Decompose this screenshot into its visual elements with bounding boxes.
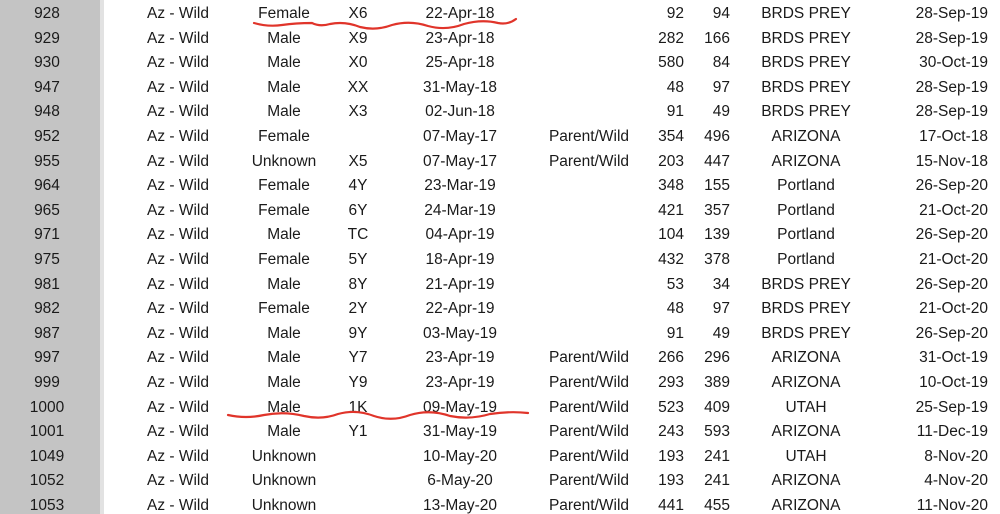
cell-date[interactable]: 03-May-19	[422, 324, 498, 342]
cell-sex[interactable]: Male	[267, 373, 301, 391]
cell-id[interactable]: 1049	[29, 447, 65, 465]
cell-band[interactable]: X3	[348, 103, 368, 121]
cell-location[interactable]: ARIZONA	[771, 152, 841, 170]
cell-date[interactable]: 23-Apr-19	[425, 373, 495, 391]
cell-id[interactable]: 981	[34, 275, 60, 293]
cell-band[interactable]: Y7	[348, 349, 368, 367]
cell-date[interactable]: 21-Apr-19	[425, 275, 495, 293]
cell-release-date[interactable]: 26-Sep-20	[915, 226, 988, 244]
cell-date[interactable]: 25-Apr-18	[425, 54, 495, 72]
cell-release-date[interactable]: 10-Oct-19	[919, 373, 988, 391]
cell-sex[interactable]: Male	[267, 226, 301, 244]
cell-number-2[interactable]: 84	[712, 54, 730, 72]
cell-number-1[interactable]: 53	[666, 275, 684, 293]
cell-number-2[interactable]: 296	[704, 349, 730, 367]
cell-location[interactable]: Portland	[777, 250, 835, 268]
cell-sex[interactable]: Female	[258, 177, 310, 195]
cell-population[interactable]: Az - Wild	[147, 177, 209, 195]
cell-band[interactable]: XX	[347, 78, 369, 96]
cell-band[interactable]: 9Y	[348, 324, 368, 342]
cell-release-date[interactable]: 11-Dec-19	[916, 423, 988, 441]
cell-number-1[interactable]: 421	[658, 201, 684, 219]
cell-release-date[interactable]: 26-Sep-20	[915, 275, 988, 293]
cell-sex[interactable]: Male	[267, 78, 301, 96]
cell-population[interactable]: Az - Wild	[147, 29, 209, 47]
cell-number-2[interactable]: 34	[712, 275, 730, 293]
cell-id[interactable]: 930	[34, 54, 60, 72]
cell-number-1[interactable]: 243	[658, 423, 684, 441]
table-row[interactable]	[0, 396, 1000, 421]
cell-location[interactable]: BRDS PREY	[761, 5, 851, 22]
cell-release-date[interactable]: 11-Nov-20	[916, 496, 988, 514]
table-row[interactable]	[0, 371, 1000, 396]
cell-parentage[interactable]	[540, 51, 638, 76]
cell-number-2[interactable]: 593	[704, 423, 730, 441]
cell-population[interactable]: Az - Wild	[147, 447, 209, 465]
cell-release-date[interactable]: 4-Nov-20	[924, 472, 988, 490]
cell-population[interactable]: Az - Wild	[147, 78, 209, 96]
cell-band[interactable]: 1K	[348, 398, 368, 416]
table-row[interactable]	[0, 51, 1000, 76]
cell-sex[interactable]: Female	[258, 127, 310, 145]
cell-parentage[interactable]	[540, 297, 638, 322]
cell-date[interactable]: 23-Apr-19	[425, 349, 495, 367]
cell-population[interactable]: Az - Wild	[147, 398, 209, 416]
cell-sex[interactable]: Male	[267, 349, 301, 367]
cell-id[interactable]: 929	[34, 29, 60, 47]
table-row[interactable]	[0, 420, 1000, 445]
table-row[interactable]	[0, 199, 1000, 224]
cell-location[interactable]: ARIZONA	[771, 423, 841, 441]
cell-id[interactable]: 982	[34, 300, 60, 318]
cell-population[interactable]: Az - Wild	[147, 152, 209, 170]
cell-parentage[interactable]: Parent/Wild	[548, 496, 630, 514]
cell-band[interactable]	[336, 125, 380, 150]
cell-parentage[interactable]: Parent/Wild	[548, 398, 630, 416]
cell-number-1[interactable]: 48	[666, 78, 684, 96]
cell-release-date[interactable]: 28-Sep-19	[915, 5, 988, 22]
cell-id[interactable]: 1000	[29, 398, 65, 416]
cell-number-2[interactable]: 241	[704, 472, 730, 490]
cell-id[interactable]: 987	[34, 324, 60, 342]
cell-parentage[interactable]	[540, 199, 638, 224]
table-row[interactable]	[0, 346, 1000, 371]
cell-date[interactable]: 13-May-20	[422, 496, 498, 514]
cell-location[interactable]: Portland	[777, 177, 835, 195]
cell-location[interactable]: BRDS PREY	[761, 275, 851, 293]
cell-id[interactable]: 955	[34, 152, 60, 170]
table-row[interactable]	[0, 76, 1000, 101]
cell-number-1[interactable]: 441	[658, 496, 684, 514]
cell-band[interactable]: TC	[347, 226, 369, 244]
cell-number-2[interactable]: 49	[712, 324, 730, 342]
cell-location[interactable]: BRDS PREY	[761, 300, 851, 318]
cell-id[interactable]: 999	[34, 373, 60, 391]
cell-number-2[interactable]: 139	[704, 226, 730, 244]
cell-number-2[interactable]: 389	[704, 373, 730, 391]
cell-location[interactable]: ARIZONA	[771, 127, 841, 145]
cell-date[interactable]: 07-May-17	[422, 152, 498, 170]
cell-population[interactable]: Az - Wild	[147, 324, 209, 342]
table-row[interactable]	[0, 322, 1000, 347]
cell-band[interactable]	[336, 494, 380, 514]
cell-release-date[interactable]: 21-Oct-20	[919, 201, 988, 219]
data-grid	[0, 2, 1000, 514]
table-row[interactable]	[0, 469, 1000, 494]
cell-release-date[interactable]: 21-Oct-20	[919, 300, 988, 318]
cell-band[interactable]: 6Y	[348, 201, 368, 219]
cell-population[interactable]: Az - Wild	[147, 226, 209, 244]
cell-sex[interactable]: Unknown	[251, 447, 317, 465]
cell-date[interactable]: 6-May-20	[427, 472, 493, 490]
cell-date[interactable]: 31-May-18	[422, 78, 498, 96]
cell-number-1[interactable]: 91	[666, 103, 684, 121]
cell-band[interactable]	[336, 445, 380, 470]
cell-parentage[interactable]: Parent/Wild	[548, 127, 630, 145]
cell-sex[interactable]: Unknown	[251, 472, 317, 490]
table-row[interactable]	[0, 297, 1000, 322]
cell-date[interactable]: 09-May-19	[422, 398, 498, 416]
table-row[interactable]	[0, 273, 1000, 298]
cell-number-1[interactable]: 193	[658, 472, 684, 490]
cell-sex[interactable]: Male	[267, 398, 301, 416]
cell-population[interactable]: Az - Wild	[147, 5, 209, 22]
cell-number-1[interactable]: 193	[658, 447, 684, 465]
cell-population[interactable]: Az - Wild	[147, 472, 209, 490]
cell-band[interactable]: 4Y	[348, 177, 368, 195]
cell-population[interactable]: Az - Wild	[147, 201, 209, 219]
cell-location[interactable]: BRDS PREY	[761, 54, 851, 72]
cell-population[interactable]: Az - Wild	[147, 300, 209, 318]
cell-id[interactable]: 947	[34, 78, 60, 96]
cell-sex[interactable]: Male	[267, 54, 301, 72]
cell-id[interactable]: 964	[34, 177, 60, 195]
cell-id[interactable]: 1053	[29, 496, 65, 514]
cell-population[interactable]: Az - Wild	[147, 250, 209, 268]
cell-id[interactable]: 997	[34, 349, 60, 367]
cell-sex[interactable]: Unknown	[251, 496, 317, 514]
cell-release-date[interactable]: 28-Sep-19	[915, 103, 988, 121]
cell-location[interactable]: UTAH	[785, 447, 827, 465]
cell-parentage[interactable]: Parent/Wild	[548, 373, 630, 391]
cell-release-date[interactable]: 8-Nov-20	[924, 447, 988, 465]
cell-id[interactable]: 1052	[29, 472, 65, 490]
cell-number-1[interactable]: 203	[658, 152, 684, 170]
cell-release-date[interactable]: 28-Sep-19	[915, 29, 988, 47]
cell-date[interactable]: 23-Apr-18	[425, 29, 495, 47]
cell-number-1[interactable]: 523	[658, 398, 684, 416]
cell-number-1[interactable]: 282	[658, 29, 684, 47]
cell-id[interactable]: 952	[34, 127, 60, 145]
cell-location[interactable]: BRDS PREY	[761, 324, 851, 342]
cell-parentage[interactable]	[540, 27, 638, 52]
cell-id[interactable]: 948	[34, 103, 60, 121]
cell-parentage[interactable]	[540, 322, 638, 347]
cell-band[interactable]: 5Y	[348, 250, 368, 268]
cell-location[interactable]: UTAH	[785, 398, 827, 416]
cell-population[interactable]: Az - Wild	[147, 349, 209, 367]
cell-number-2[interactable]: 447	[704, 152, 730, 170]
cell-date[interactable]: 10-May-20	[422, 447, 498, 465]
cell-number-2[interactable]: 97	[712, 300, 730, 318]
cell-release-date[interactable]: 26-Sep-20	[915, 177, 988, 195]
cell-number-1[interactable]: 354	[658, 127, 684, 145]
table-row[interactable]	[0, 494, 1000, 514]
cell-population[interactable]: Az - Wild	[147, 496, 209, 514]
cell-location[interactable]: BRDS PREY	[761, 103, 851, 121]
cell-parentage[interactable]	[540, 174, 638, 199]
cell-band[interactable]: X5	[348, 152, 368, 170]
cell-release-date[interactable]: 21-Oct-20	[919, 250, 988, 268]
table-row[interactable]	[0, 27, 1000, 52]
cell-number-2[interactable]: 496	[704, 127, 730, 145]
cell-band[interactable]: X9	[348, 29, 368, 47]
cell-sex[interactable]: Male	[267, 324, 301, 342]
cell-band[interactable]	[336, 469, 380, 494]
cell-release-date[interactable]: 25-Sep-19	[915, 398, 988, 416]
cell-number-2[interactable]: 241	[704, 447, 730, 465]
cell-sex[interactable]: Unknown	[251, 152, 317, 170]
table-row[interactable]	[0, 223, 1000, 248]
cell-location[interactable]: ARIZONA	[771, 373, 841, 391]
cell-band[interactable]: X0	[348, 54, 368, 72]
cell-number-1[interactable]: 432	[658, 250, 684, 268]
cell-sex[interactable]: Female	[258, 250, 310, 268]
table-row[interactable]	[0, 174, 1000, 199]
cell-date[interactable]: 07-May-17	[422, 127, 498, 145]
cell-number-2[interactable]: 357	[704, 201, 730, 219]
cell-parentage[interactable]: Parent/Wild	[548, 349, 630, 367]
cell-parentage[interactable]	[540, 100, 638, 125]
cell-parentage[interactable]: Parent/Wild	[548, 152, 630, 170]
table-row[interactable]	[0, 150, 1000, 175]
table-row[interactable]	[0, 2, 1000, 27]
cell-number-1[interactable]: 293	[658, 373, 684, 391]
cell-parentage[interactable]	[540, 223, 638, 248]
cell-parentage[interactable]: Parent/Wild	[548, 447, 630, 465]
cell-location[interactable]: ARIZONA	[771, 472, 841, 490]
cell-number-2[interactable]: 49	[712, 103, 730, 121]
cell-number-2[interactable]: 455	[704, 496, 730, 514]
cell-date[interactable]: 18-Apr-19	[425, 250, 495, 268]
cell-sex[interactable]: Male	[267, 103, 301, 121]
cell-date[interactable]: 22-Apr-19	[425, 300, 495, 318]
cell-number-2[interactable]: 378	[704, 250, 730, 268]
cell-population[interactable]: Az - Wild	[147, 54, 209, 72]
table-row[interactable]	[0, 445, 1000, 470]
cell-parentage[interactable]	[540, 248, 638, 273]
cell-date[interactable]: 04-Apr-19	[425, 226, 495, 244]
cell-band[interactable]: Y1	[348, 423, 368, 441]
cell-number-2[interactable]: 155	[704, 177, 730, 195]
cell-number-1[interactable]: 92	[666, 5, 684, 22]
cell-date[interactable]: 24-Mar-19	[424, 201, 496, 219]
cell-parentage[interactable]: Parent/Wild	[548, 472, 630, 490]
cell-population[interactable]: Az - Wild	[147, 423, 209, 441]
cell-parentage[interactable]	[540, 76, 638, 101]
cell-id[interactable]: 971	[34, 226, 60, 244]
cell-location[interactable]: ARIZONA	[771, 496, 841, 514]
cell-number-2[interactable]: 166	[704, 29, 730, 47]
table-row[interactable]	[0, 125, 1000, 150]
cell-release-date[interactable]: 28-Sep-19	[915, 78, 988, 96]
cell-parentage[interactable]	[540, 2, 638, 27]
cell-id[interactable]: 965	[34, 201, 60, 219]
cell-release-date[interactable]: 31-Oct-19	[919, 349, 988, 367]
cell-sex[interactable]: Female	[258, 5, 310, 22]
cell-sex[interactable]: Male	[267, 29, 301, 47]
cell-date[interactable]: 31-May-19	[422, 423, 498, 441]
cell-sex[interactable]: Male	[267, 423, 301, 441]
cell-number-2[interactable]: 97	[712, 78, 730, 96]
cell-number-1[interactable]: 48	[666, 300, 684, 318]
cell-band[interactable]: 2Y	[348, 300, 368, 318]
cell-release-date[interactable]: 30-Oct-19	[919, 54, 988, 72]
cell-parentage[interactable]	[540, 273, 638, 298]
cell-band[interactable]: 8Y	[348, 275, 368, 293]
cell-population[interactable]: Az - Wild	[147, 275, 209, 293]
cell-date[interactable]: 22-Apr-18	[425, 5, 495, 22]
cell-sex[interactable]: Female	[258, 300, 310, 318]
cell-number-1[interactable]: 266	[658, 349, 684, 367]
cell-population[interactable]: Az - Wild	[147, 103, 209, 121]
table-row[interactable]	[0, 100, 1000, 125]
cell-number-2[interactable]: 94	[712, 5, 730, 22]
cell-sex[interactable]: Male	[267, 275, 301, 293]
cell-release-date[interactable]: 17-Oct-18	[919, 127, 988, 145]
cell-release-date[interactable]: 15-Nov-18	[915, 152, 988, 170]
cell-location[interactable]: ARIZONA	[771, 349, 841, 367]
cell-number-1[interactable]: 348	[658, 177, 684, 195]
table-row[interactable]	[0, 248, 1000, 273]
cell-number-2[interactable]: 409	[704, 398, 730, 416]
cell-location[interactable]: Portland	[777, 201, 835, 219]
cell-band[interactable]: X6	[348, 5, 368, 22]
cell-parentage[interactable]: Parent/Wild	[548, 423, 630, 441]
cell-location[interactable]: Portland	[777, 226, 835, 244]
cell-location[interactable]: BRDS PREY	[761, 29, 851, 47]
cell-sex[interactable]: Female	[258, 201, 310, 219]
cell-number-1[interactable]: 104	[658, 226, 684, 244]
cell-location[interactable]: BRDS PREY	[761, 78, 851, 96]
cell-release-date[interactable]: 26-Sep-20	[915, 324, 988, 342]
cell-population[interactable]: Az - Wild	[147, 373, 209, 391]
cell-band[interactable]: Y9	[348, 373, 368, 391]
cell-population[interactable]: Az - Wild	[147, 127, 209, 145]
cell-number-1[interactable]: 91	[666, 324, 684, 342]
cell-id[interactable]: 975	[34, 250, 60, 268]
cell-date[interactable]: 02-Jun-18	[425, 103, 495, 121]
cell-id[interactable]: 928	[34, 5, 60, 22]
cell-number-1[interactable]: 580	[658, 54, 684, 72]
cell-date[interactable]: 23-Mar-19	[424, 177, 496, 195]
cell-id[interactable]: 1001	[29, 423, 65, 441]
